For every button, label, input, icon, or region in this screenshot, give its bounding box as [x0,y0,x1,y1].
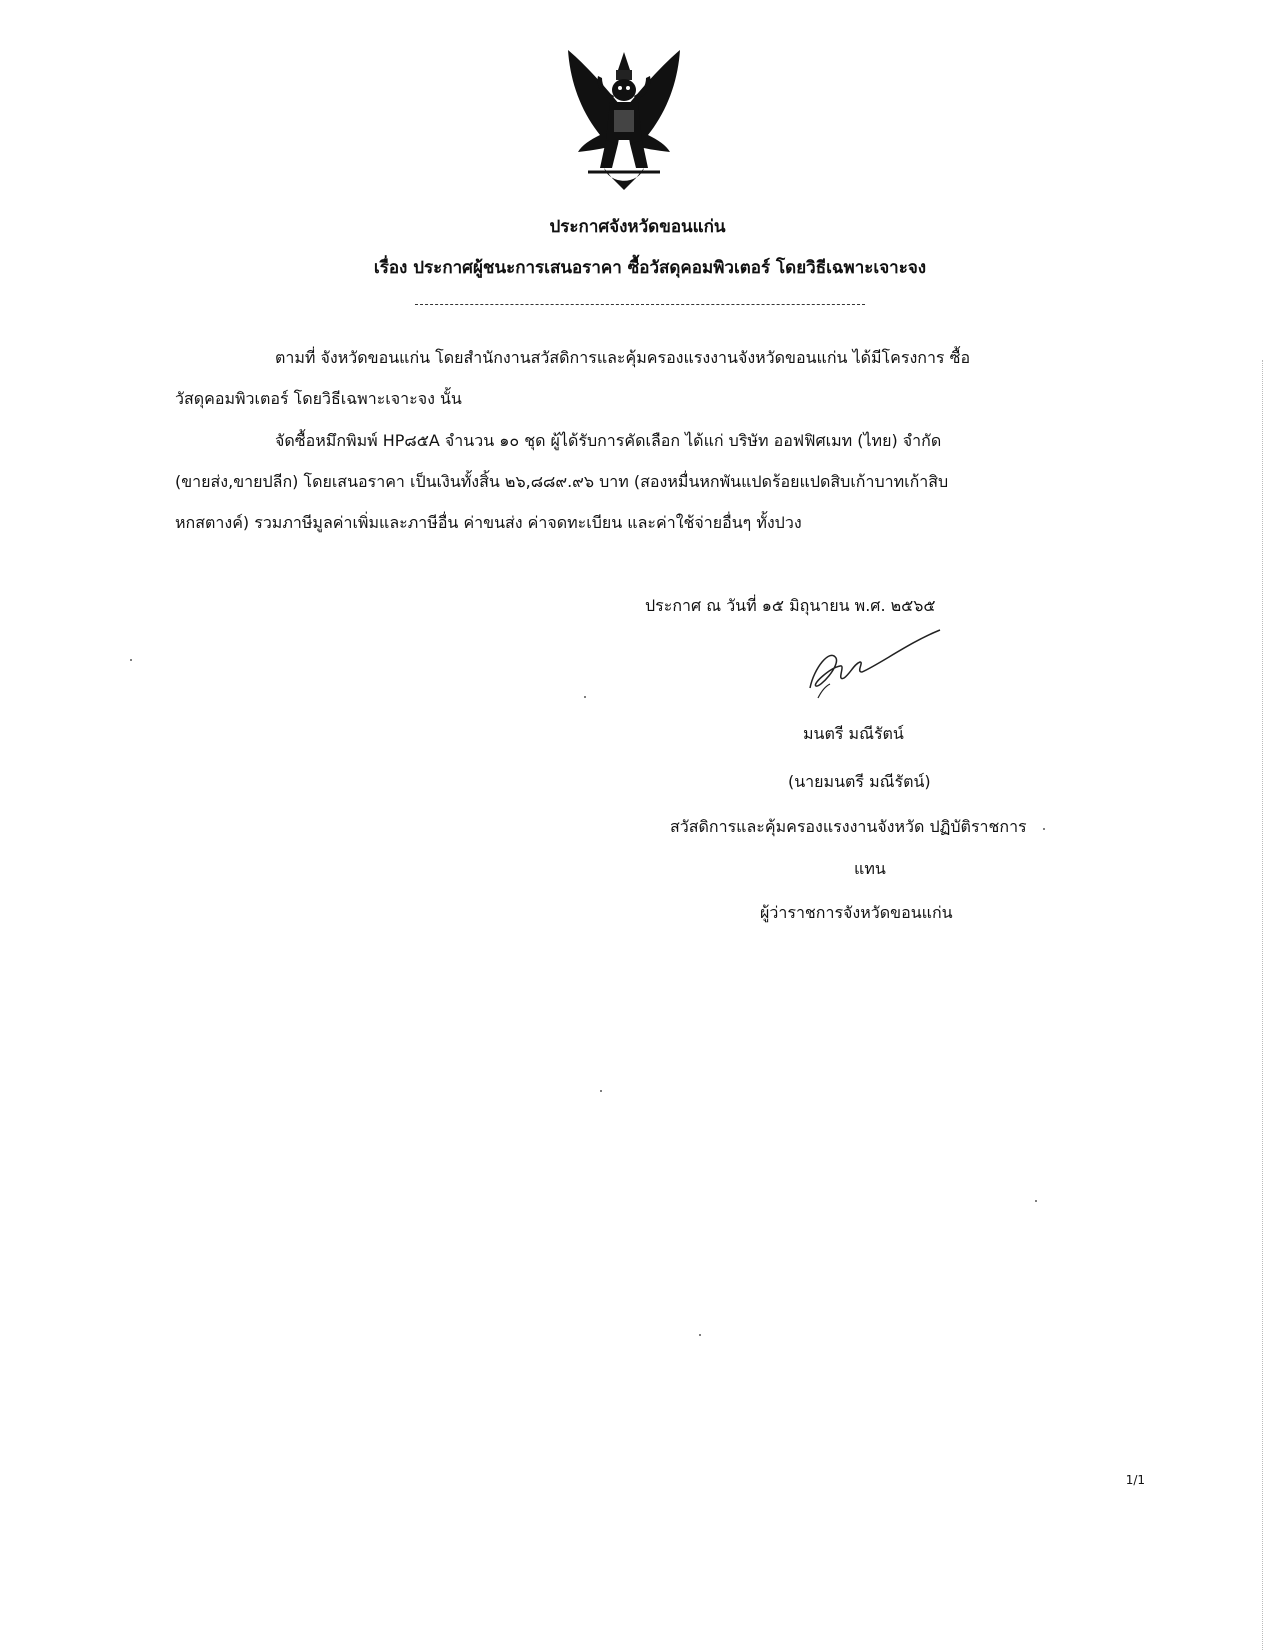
governor-title: ผู้ว่าราชการจังหวัดขอนแก่น [760,903,953,922]
scan-speck [584,696,586,698]
page-number: 1/1 [1125,1473,1145,1487]
document-subject: เรื่อง ประกาศผู้ชนะการเสนอราคา ซื้อวัสดุคอมพิวเตอร์ โดยวิธีเฉพาะเจาะจง [373,258,927,278]
scan-speck [130,659,132,661]
paragraph-1-line-1: ตามที่ จังหวัดขอนแก่น โดยสำนักงานสวัสดิการและคุ้มครองแรงงานจังหวัดขอนแก่น ได้มีโครงการ ซื้อ [275,348,971,367]
scan-speck [699,1334,701,1336]
signer-full-name: (นายมนตรี มณีรัตน์) [788,772,931,791]
signer-name: มนตรี มณีรัตน์ [803,724,904,743]
paragraph-1-line-2: วัสดุคอมพิวเตอร์ โดยวิธีเฉพาะเจาะจง นั้น [175,389,462,408]
scan-speck [1043,828,1045,830]
scan-speck [600,1090,602,1092]
paragraph-2-line-3: หกสตางค์) รวมภาษีมูลค่าเพิ่มและภาษีอื่น ค่าขนส่ง ค่าจดทะเบียน และค่าใช้จ่ายอื่นๆ ทั้งปวง [175,513,802,532]
paragraph-2-line-1: จัดซื้อหมึกพิมพ์ HP๘๕A จำนวน ๑๐ ชุด ผู้ได้รับการคัดเลือก ได้แก่ บริษัท ออฟฟิศเมท (ไทย) จำกัด [275,431,942,450]
scan-edge-line [1262,360,1263,1650]
announcement-date: ประกาศ ณ วันที่ ๑๕ มิถุนายน พ.ศ. ๒๕๖๕ [645,596,936,615]
signer-position: สวัสดิการและคุ้มครองแรงงานจังหวัด ปฏิบัติราชการ [670,817,1027,836]
handwritten-signature-icon [800,628,950,718]
title-divider [415,304,865,305]
paragraph-2-line-2: (ขายส่ง,ขายปลีก) โดยเสนอราคา เป็นเงินทั้งสิ้น ๒๖,๘๘๙.๙๖ บาท (สองหมื่นหกพันแปดร้อยแปดสิบเก้าบาทเก้าสิบ [175,472,949,491]
garuda-emblem-icon [560,40,688,200]
document-title: ประกาศจังหวัดขอนแก่น [549,217,726,237]
scan-speck [1035,1200,1037,1202]
on-behalf-label: แทน [854,859,886,878]
